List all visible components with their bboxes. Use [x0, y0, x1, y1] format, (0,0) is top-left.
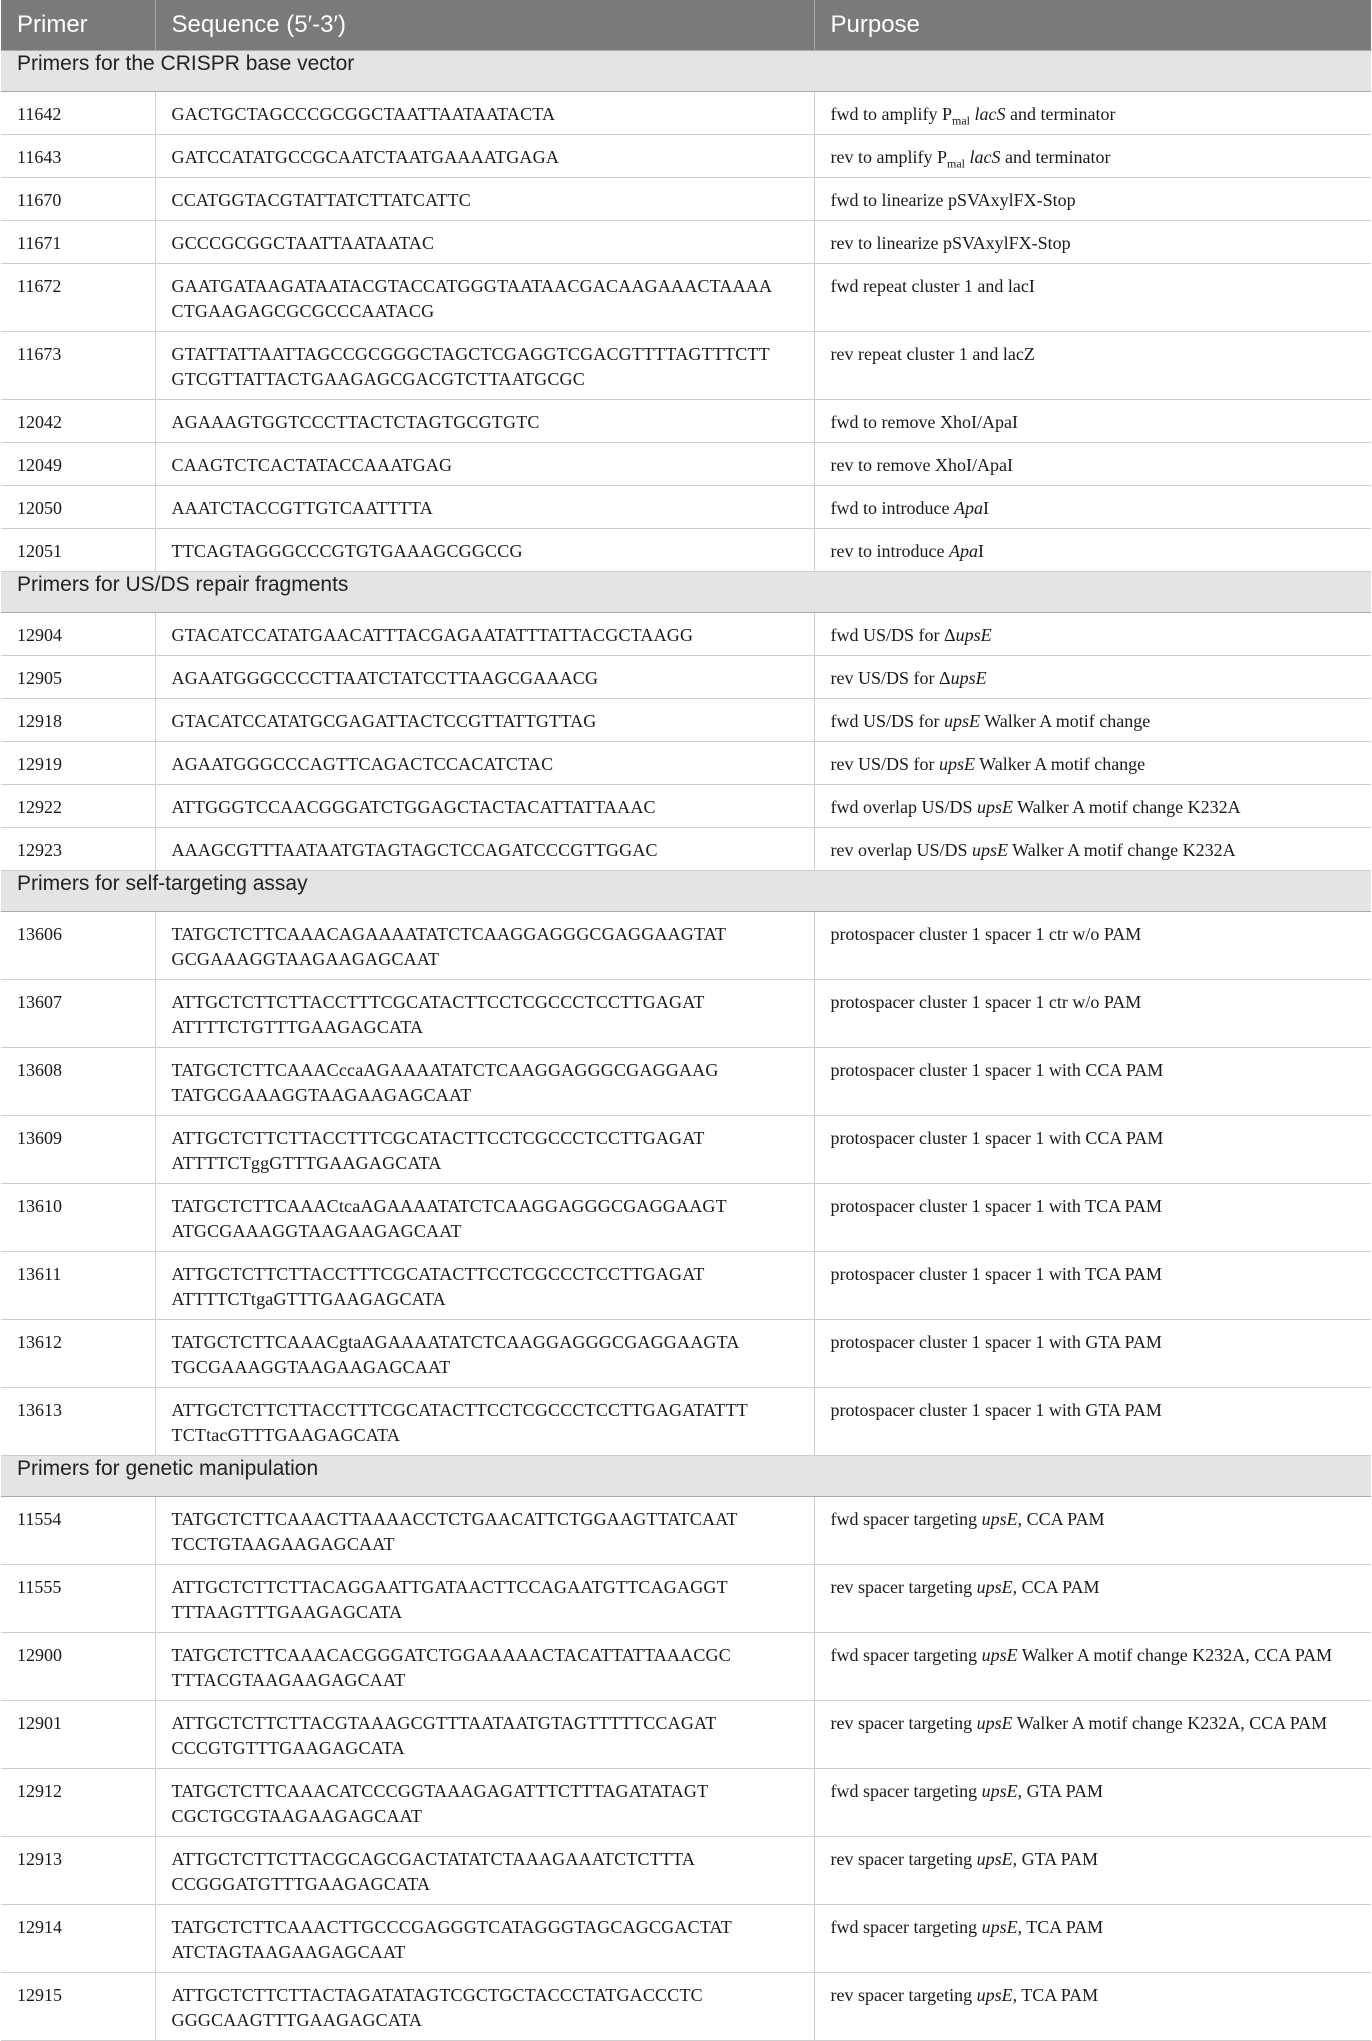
sequence-line: AGAAAGTGGTCCCTTACTCTAGTGCGTGTC: [171, 411, 540, 432]
primer-sequence: [155, 741, 814, 784]
primer-id: 11554: [1, 1496, 155, 1564]
sequence-line: CTGAAGAGCGCGCCCAATACG: [171, 300, 435, 321]
table-row: [1, 1700, 1371, 1768]
primer-sequence: [155, 1700, 814, 1768]
sequence-line: GATCCATATGCCGCAATCTAATGAAAATGAGA: [171, 146, 560, 167]
primer-sequence: [155, 911, 814, 979]
primer-purpose: fwd repeat cluster 1 and lacI: [814, 263, 1371, 331]
primer-purpose: fwd spacer targeting upsE Walker A motif change K232A, CCA PAM: [814, 1632, 1371, 1700]
header-purpose: Purpose: [814, 0, 1371, 50]
primer-id: 12042: [1, 399, 155, 442]
primer-id: 12049: [1, 442, 155, 485]
primer-sequence: [155, 1251, 814, 1319]
sequence-line: ATTGGGTCCAACGGGATCTGGAGCTACTACATTATTAAAC: [171, 796, 656, 817]
primer-purpose: rev spacer targeting upsE, CCA PAM: [814, 1564, 1371, 1632]
table-row: [1, 485, 1371, 528]
sequence-line: GAATGATAAGATAATACGTACCATGGGTAATAACGACAAGAAACTAAAA: [171, 275, 773, 296]
primer-id: 11555: [1, 1564, 155, 1632]
table-body: [1, 50, 1371, 2040]
sequence-line: ATTGCTCTTCTTACAGGAATTGATAACTTCCAGAATGTTCAGAGGT: [171, 1576, 728, 1597]
primer-purpose: protospacer cluster 1 spacer 1 with CCA PAM: [814, 1047, 1371, 1115]
primer-id: 12919: [1, 741, 155, 784]
primer-id: 13609: [1, 1115, 155, 1183]
sequence-line: ATGCGAAAGGTAAGAAGAGCAAT: [171, 1220, 462, 1241]
sequence-line: GTACATCCATATGCGAGATTACTCCGTTATTGTTAG: [171, 710, 597, 731]
primer-purpose: fwd spacer targeting upsE, TCA PAM: [814, 1904, 1371, 1972]
primer-id: 11670: [1, 177, 155, 220]
sequence-line: CGCTGCGTAAGAAGAGCAAT: [171, 1805, 423, 1826]
sequence-line: CAAGTCTCACTATACCAAATGAG: [171, 454, 453, 475]
primer-purpose: protospacer cluster 1 spacer 1 ctr w/o PAM: [814, 911, 1371, 979]
sequence-line: TCCTGTAAGAAGAGCAAT: [171, 1533, 395, 1554]
primer-sequence: [155, 399, 814, 442]
sequence-line: ATTGCTCTTCTTACCTTTCGCATACTTCCTCGCCCTCCTTGAGAT: [171, 1263, 705, 1284]
section-title: Primers for the CRISPR base vector: [1, 50, 1371, 91]
table-row: [1, 442, 1371, 485]
primer-purpose: rev to linearize pSVAxylFX-Stop: [814, 220, 1371, 263]
sequence-line: GCGAAAGGTAAGAAGAGCAAT: [171, 948, 440, 969]
sequence-line: TATGCTCTTCAAACtcaAGAAAATATCTCAAGGAGGGCGAGGAAGT: [171, 1195, 727, 1216]
sequence-line: TTCAGTAGGGCCCGTGTGAAAGCGGCCG: [171, 540, 523, 561]
sequence-line: ATTGCTCTTCTTACTAGATATAGTCGCTGCTACCCTATGACCCTC: [171, 1984, 703, 2005]
primer-sequence: [155, 698, 814, 741]
primer-id: 12905: [1, 655, 155, 698]
primer-purpose: fwd to introduce ApaI: [814, 485, 1371, 528]
primer-purpose: protospacer cluster 1 spacer 1 with TCA PAM: [814, 1251, 1371, 1319]
sequence-line: TATGCGAAAGGTAAGAAGAGCAAT: [171, 1084, 472, 1105]
sequence-line: ATTGCTCTTCTTACCTTTCGCATACTTCCTCGCCCTCCTTGAGAT: [171, 991, 705, 1012]
primer-id: 12912: [1, 1768, 155, 1836]
primer-purpose: protospacer cluster 1 spacer 1 with CCA PAM: [814, 1115, 1371, 1183]
primer-id: 11643: [1, 134, 155, 177]
primer-purpose: protospacer cluster 1 spacer 1 with GTA PAM: [814, 1319, 1371, 1387]
primer-sequence: [155, 1632, 814, 1700]
primer-purpose: rev spacer targeting upsE, GTA PAM: [814, 1836, 1371, 1904]
sequence-line: AAATCTACCGTTGTCAATTTTA: [171, 497, 433, 518]
table-row: [1, 979, 1371, 1047]
table-row: [1, 911, 1371, 979]
section-header-row: [1, 870, 1371, 911]
primer-sequence: [155, 91, 814, 134]
sequence-line: GTACATCCATATGAACATTTACGAGAATATTTATTACGCTAAGG: [171, 624, 694, 645]
table-row: [1, 655, 1371, 698]
primer-sequence: [155, 220, 814, 263]
primer-sequence: [155, 1836, 814, 1904]
primer-id: 12051: [1, 528, 155, 571]
section-header-row: [1, 571, 1371, 612]
sequence-line: TATGCTCTTCAAACTTGCCCGAGGGTCATAGGGTAGCAGCGACTAT: [171, 1916, 732, 1937]
primer-sequence: [155, 1972, 814, 2040]
primer-sequence: [155, 1115, 814, 1183]
primer-sequence: [155, 1387, 814, 1455]
primer-purpose: fwd US/DS for upsE Walker A motif change: [814, 698, 1371, 741]
table-row: [1, 1115, 1371, 1183]
primer-sequence: [155, 784, 814, 827]
primer-id: 12050: [1, 485, 155, 528]
section-title: Primers for US/DS repair fragments: [1, 571, 1371, 612]
primer-id: 12923: [1, 827, 155, 870]
table-row: [1, 1564, 1371, 1632]
primer-id: 12915: [1, 1972, 155, 2040]
table-row: [1, 1047, 1371, 1115]
primer-sequence: [155, 979, 814, 1047]
primer-id: 11671: [1, 220, 155, 263]
primer-id: 12901: [1, 1700, 155, 1768]
primer-purpose: rev spacer targeting upsE, TCA PAM: [814, 1972, 1371, 2040]
table-row: [1, 177, 1371, 220]
primer-sequence: [155, 1496, 814, 1564]
table-row: [1, 698, 1371, 741]
sequence-line: TATGCTCTTCAAACgtaAGAAAATATCTCAAGGAGGGCGAGGAAGTA: [171, 1331, 740, 1352]
sequence-line: TCTtacGTTTGAAGAGCATA: [171, 1424, 401, 1445]
sequence-line: CCCGTGTTTGAAGAGCATA: [171, 1737, 405, 1758]
primer-id: 12922: [1, 784, 155, 827]
primer-sequence: [155, 827, 814, 870]
primer-purpose: fwd spacer targeting upsE, CCA PAM: [814, 1496, 1371, 1564]
primer-purpose: rev US/DS for ΔupsE: [814, 655, 1371, 698]
primer-id: 13613: [1, 1387, 155, 1455]
primer-sequence: [155, 263, 814, 331]
primer-id: 13612: [1, 1319, 155, 1387]
sequence-line: GTATTATTAATTAGCCGCGGGCTAGCTCGAGGTCGACGTTTTAGTTTCTT: [171, 343, 770, 364]
table-row: [1, 263, 1371, 331]
sequence-line: ATTGCTCTTCTTACGCAGCGACTATATCTAAAGAAATCTCTTTA: [171, 1848, 696, 1869]
table-row: [1, 612, 1371, 655]
primer-sequence: [155, 655, 814, 698]
table-row: [1, 1768, 1371, 1836]
table-row: [1, 134, 1371, 177]
primer-sequence: [155, 1564, 814, 1632]
primer-sequence: [155, 1183, 814, 1251]
primer-sequence: [155, 1904, 814, 1972]
table-row: [1, 827, 1371, 870]
primer-purpose: rev to amplify $P_{mal}$ lacS and terminator: [814, 134, 1371, 177]
sequence-line: ATTTTCTGTTTGAAGAGCATA: [171, 1016, 424, 1037]
primer-purpose: rev to introduce ApaI: [814, 528, 1371, 571]
primer-purpose: rev overlap US/DS upsE Walker A motif change K232A: [814, 827, 1371, 870]
primer-table: [1, 0, 1371, 2041]
table-row: [1, 91, 1371, 134]
sequence-line: TATGCTCTTCAAACACGGGATCTGGAAAAACTACATTATTAAACGC: [171, 1644, 731, 1665]
sequence-line: ATTTTCTggGTTTGAAGAGCATA: [171, 1152, 442, 1173]
table-row: [1, 1904, 1371, 1972]
primer-id: 11673: [1, 331, 155, 399]
sequence-line: ATTGCTCTTCTTACGTAAAGCGTTTAATAATGTAGTTTTTCCAGAT: [171, 1712, 717, 1733]
header-sequence: Sequence (5′-3′): [155, 0, 814, 50]
primer-id: 13611: [1, 1251, 155, 1319]
sequence-line: GGGCAAGTTTGAAGAGCATA: [171, 2009, 423, 2030]
primer-purpose: protospacer cluster 1 spacer 1 with TCA PAM: [814, 1183, 1371, 1251]
sequence-line: ATTTTCTtgaGTTTGAAGAGCATA: [171, 1288, 446, 1309]
table-row: [1, 399, 1371, 442]
primer-purpose: fwd to remove XhoI/ApaI: [814, 399, 1371, 442]
table-header: [1, 0, 1371, 50]
primer-purpose: fwd spacer targeting upsE, GTA PAM: [814, 1768, 1371, 1836]
primer-sequence: [155, 485, 814, 528]
primer-sequence: [155, 134, 814, 177]
primer-id: 13610: [1, 1183, 155, 1251]
primer-sequence: [155, 442, 814, 485]
sequence-line: TATGCTCTTCAAACAGAAAATATCTCAAGGAGGGCGAGGAAGTAT: [171, 923, 727, 944]
sequence-line: CCATGGTACGTATTATCTTATCATTC: [171, 189, 471, 210]
table-row: [1, 1972, 1371, 2040]
sequence-line: TTTACGTAAGAAGAGCAAT: [171, 1669, 406, 1690]
sequence-line: GCCCGCGGCTAATTAATAATAC: [171, 232, 435, 253]
section-title: Primers for self-targeting assay: [1, 870, 1371, 911]
primer-id: 11642: [1, 91, 155, 134]
sequence-line: TATGCTCTTCAAACccaAGAAAATATCTCAAGGAGGGCGAGGAAG: [171, 1059, 719, 1080]
primer-id: 13606: [1, 911, 155, 979]
primer-id: 12918: [1, 698, 155, 741]
sequence-line: CCGGGATGTTTGAAGAGCATA: [171, 1873, 431, 1894]
sequence-line: ATTGCTCTTCTTACCTTTCGCATACTTCCTCGCCCTCCTTGAGAT: [171, 1127, 705, 1148]
sequence-line: AGAATGGGCCCCTTAATCTATCCTTAAGCGAAACG: [171, 667, 599, 688]
sequence-line: TGCGAAAGGTAAGAAGAGCAAT: [171, 1356, 451, 1377]
section-title: Primers for genetic manipulation: [1, 1455, 1371, 1496]
sequence-line: ATCTAGTAAGAAGAGCAAT: [171, 1941, 406, 1962]
primer-id: 12913: [1, 1836, 155, 1904]
table-row: [1, 528, 1371, 571]
primer-sequence: [155, 1768, 814, 1836]
table-row: [1, 331, 1371, 399]
primer-purpose: rev repeat cluster 1 and lacZ: [814, 331, 1371, 399]
primer-id: 12900: [1, 1632, 155, 1700]
primer-purpose: rev spacer targeting upsE Walker A motif change K232A, CCA PAM: [814, 1700, 1371, 1768]
sequence-line: ATTGCTCTTCTTACCTTTCGCATACTTCCTCGCCCTCCTTGAGATATTT: [171, 1399, 748, 1420]
primer-purpose: rev US/DS for upsE Walker A motif change: [814, 741, 1371, 784]
primer-purpose: fwd US/DS for ΔupsE: [814, 612, 1371, 655]
primer-purpose: protospacer cluster 1 spacer 1 with GTA PAM: [814, 1387, 1371, 1455]
header-primer: Primer: [1, 0, 155, 50]
table-row: [1, 1632, 1371, 1700]
table-row: [1, 1251, 1371, 1319]
primer-sequence: [155, 1047, 814, 1115]
sequence-line: AGAATGGGCCCAGTTCAGACTCCACATCTAC: [171, 753, 554, 774]
primer-purpose: fwd to linearize pSVAxylFX-Stop: [814, 177, 1371, 220]
primer-id: 12904: [1, 612, 155, 655]
table-row: [1, 1319, 1371, 1387]
primer-id: 12914: [1, 1904, 155, 1972]
table-row: [1, 220, 1371, 263]
primer-purpose: fwd to amplify $P_{mal}$ lacS and terminator: [814, 91, 1371, 134]
section-header-row: [1, 50, 1371, 91]
primer-id: 11672: [1, 263, 155, 331]
table-row: [1, 1496, 1371, 1564]
primer-sequence: [155, 1319, 814, 1387]
primer-sequence: [155, 331, 814, 399]
sequence-line: TATGCTCTTCAAACATCCCGGTAAAGAGATTTCTTTAGATATAGT: [171, 1780, 709, 1801]
sequence-line: TTTAAGTTTGAAGAGCATA: [171, 1601, 403, 1622]
primer-purpose: fwd overlap US/DS upsE Walker A motif change K232A: [814, 784, 1371, 827]
primer-sequence: [155, 528, 814, 571]
sequence-line: AAAGCGTTTAATAATGTAGTAGCTCCAGATCCCGTTGGAC: [171, 839, 658, 860]
table-row: [1, 784, 1371, 827]
table-row: [1, 1387, 1371, 1455]
primer-sequence: [155, 612, 814, 655]
section-header-row: [1, 1455, 1371, 1496]
primer-id: 13607: [1, 979, 155, 1047]
table-row: [1, 1183, 1371, 1251]
sequence-line: GACTGCTAGCCCGCGGCTAATTAATAATACTA: [171, 103, 556, 124]
sequence-line: GTCGTTATTACTGAAGAGCGACGTCTTAATGCGC: [171, 368, 585, 389]
table-row: [1, 1836, 1371, 1904]
primer-sequence: [155, 177, 814, 220]
table-row: [1, 741, 1371, 784]
primer-purpose: protospacer cluster 1 spacer 1 ctr w/o PAM: [814, 979, 1371, 1047]
sequence-line: TATGCTCTTCAAACTTAAAACCTCTGAACATTCTGGAAGTTATCAAT: [171, 1508, 738, 1529]
primer-purpose: rev to remove XhoI/ApaI: [814, 442, 1371, 485]
primer-id: 13608: [1, 1047, 155, 1115]
